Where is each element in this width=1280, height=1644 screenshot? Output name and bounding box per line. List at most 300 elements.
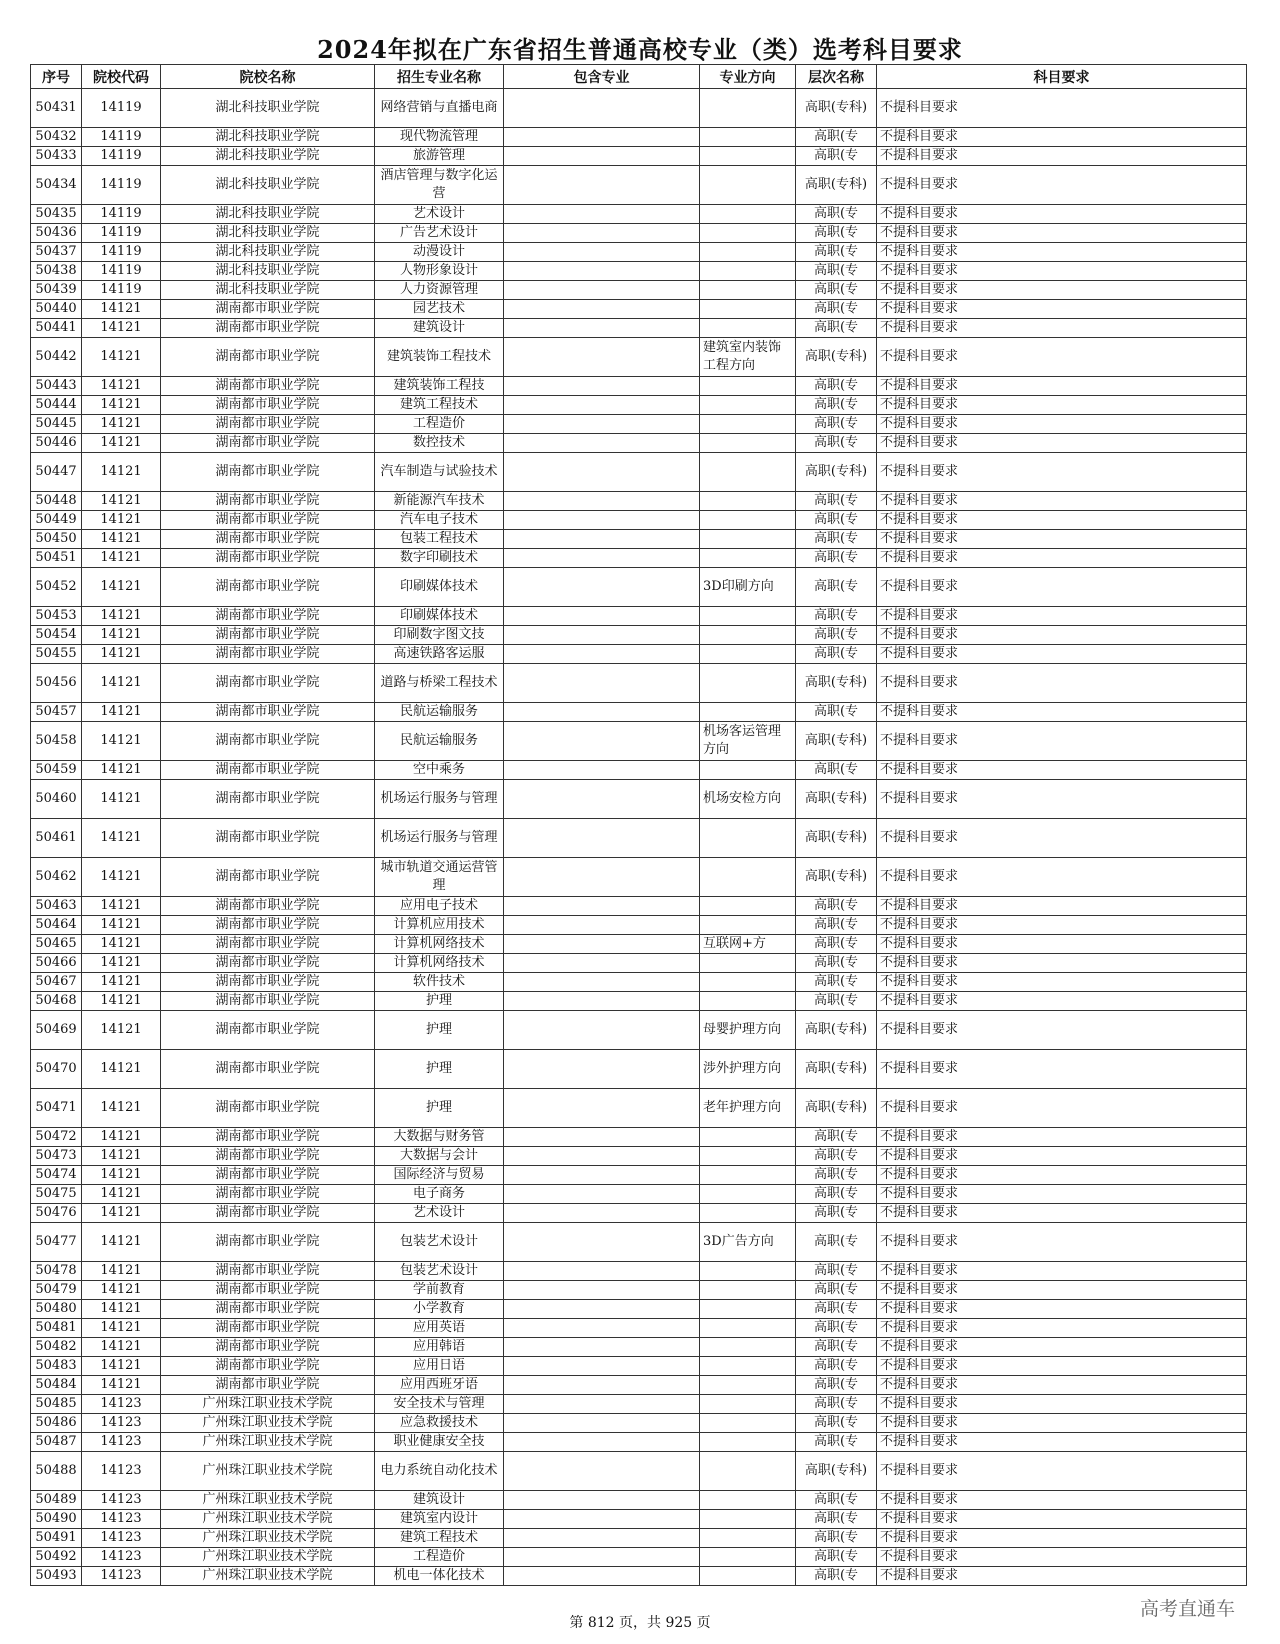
cell-included-majors [504,935,700,954]
table-row [31,1529,1247,1548]
cell-school-code: 14123 [82,1529,161,1548]
cell-seq: 50440 [31,300,82,319]
cell-major-name: 工程造价 [375,1548,504,1567]
cell-subject-requirement: 不提科目要求 [877,992,1247,1011]
cell-major-direction [700,1300,796,1319]
cell-seq: 50491 [31,1529,82,1548]
cell-subject-requirement: 不提科目要求 [877,128,1247,147]
cell-major-direction [700,530,796,549]
table-row [31,89,1247,128]
page-title: 2024年拟在广东省招生普通高校专业（类）选考科目要求 [317,35,963,64]
cell-school-code: 14121 [82,858,161,897]
cell-seq: 50470 [31,1050,82,1089]
cell-major-direction [700,1204,796,1223]
cell-major-direction [700,607,796,626]
cell-included-majors [504,1338,700,1357]
cell-major-direction [700,262,796,281]
cell-major-name: 应用西班牙语 [375,1376,504,1395]
cell-major-direction [700,992,796,1011]
cell-subject-requirement: 不提科目要求 [877,262,1247,281]
table-row [31,1262,1247,1281]
cell-school-name: 湖南都市职业学院 [161,300,375,319]
cell-school-name: 广州珠江职业技术学院 [161,1414,375,1433]
cell-school-code: 14121 [82,1147,161,1166]
cell-level: 高职(专 [796,492,877,511]
cell-seq: 50468 [31,992,82,1011]
cell-major-name: 应用韩语 [375,1338,504,1357]
cell-school-name: 湖南都市职业学院 [161,338,375,377]
cell-seq: 50474 [31,1166,82,1185]
cell-school-name: 湖南都市职业学院 [161,1166,375,1185]
cell-major-direction [700,300,796,319]
cell-major-direction [700,549,796,568]
cell-school-name: 湖南都市职业学院 [161,1147,375,1166]
cell-seq: 50475 [31,1185,82,1204]
cell-level: 高职(专 [796,703,877,722]
cell-major-direction [700,1357,796,1376]
cell-major-name: 旅游管理 [375,147,504,166]
cell-major-direction [700,973,796,992]
table-row [31,1128,1247,1147]
cell-subject-requirement: 不提科目要求 [877,858,1247,897]
table-row [31,1357,1247,1376]
cell-level: 高职(专 [796,1338,877,1357]
table-row [31,1338,1247,1357]
cell-major-direction [700,243,796,262]
cell-level: 高职(专科) [796,1452,877,1491]
cell-major-name: 应用英语 [375,1319,504,1338]
cell-major-name: 道路与桥梁工程技术 [375,664,504,703]
cell-major-direction [700,1281,796,1300]
cell-school-code: 14121 [82,492,161,511]
cell-school-code: 14121 [82,549,161,568]
table-row [31,1204,1247,1223]
cell-included-majors [504,1262,700,1281]
cell-school-code: 14121 [82,897,161,916]
table-row [31,1147,1247,1166]
cell-school-code: 14121 [82,664,161,703]
cell-seq: 50439 [31,281,82,300]
cell-major-name: 应用电子技术 [375,897,504,916]
cell-major-direction [700,761,796,780]
cell-school-name: 湖南都市职业学院 [161,645,375,664]
cell-major-name: 学前教育 [375,1281,504,1300]
cell-level: 高职(专 [796,645,877,664]
cell-major-name: 小学教育 [375,1300,504,1319]
cell-seq: 50477 [31,1223,82,1262]
cell-level: 高职(专 [796,147,877,166]
cell-major-direction [700,1262,796,1281]
cell-school-code: 14121 [82,1319,161,1338]
cell-major-name: 汽车电子技术 [375,511,504,530]
cell-included-majors [504,780,700,819]
cell-major-direction [700,511,796,530]
cell-major-direction [700,128,796,147]
table-row [31,1548,1247,1567]
cell-subject-requirement: 不提科目要求 [877,549,1247,568]
table-row [31,1452,1247,1491]
cell-school-code: 14121 [82,1223,161,1262]
cell-subject-requirement: 不提科目要求 [877,205,1247,224]
table-row [31,664,1247,703]
table-header-row [31,65,1247,89]
cell-major-name: 建筑工程技术 [375,396,504,415]
cell-included-majors [504,1166,700,1185]
cell-included-majors [504,973,700,992]
cell-major-name: 印刷数字图文技 [375,626,504,645]
cell-level: 高职(专 [796,300,877,319]
table-row [31,300,1247,319]
cell-seq: 50436 [31,224,82,243]
cell-level: 高职(专 [796,992,877,1011]
cell-level: 高职(专科) [796,453,877,492]
cell-included-majors [504,262,700,281]
cell-included-majors [504,1050,700,1089]
cell-school-code: 14121 [82,434,161,453]
cell-school-code: 14121 [82,511,161,530]
cell-school-name: 湖南都市职业学院 [161,916,375,935]
table-row [31,205,1247,224]
cell-major-direction [700,492,796,511]
cell-major-direction [700,858,796,897]
cell-major-name: 计算机网络技术 [375,954,504,973]
cell-subject-requirement: 不提科目要求 [877,897,1247,916]
cell-major-direction: 机场安检方向 [700,780,796,819]
cell-subject-requirement: 不提科目要求 [877,1185,1247,1204]
cell-level: 高职(专科) [796,89,877,128]
cell-seq: 50432 [31,128,82,147]
cell-major-name: 大数据与财务管 [375,1128,504,1147]
cell-seq: 50438 [31,262,82,281]
cell-subject-requirement: 不提科目要求 [877,1414,1247,1433]
table-row [31,1166,1247,1185]
table-row [31,338,1247,377]
cell-included-majors [504,819,700,858]
cell-level: 高职(专 [796,434,877,453]
table-row [31,128,1247,147]
table-row [31,780,1247,819]
table-row [31,1567,1247,1586]
cell-school-code: 14121 [82,645,161,664]
table-row [31,1089,1247,1128]
table-row [31,897,1247,916]
cell-major-name: 动漫设计 [375,243,504,262]
table-row [31,1281,1247,1300]
cell-major-name: 护理 [375,1050,504,1089]
cell-seq: 50460 [31,780,82,819]
cell-level: 高职(专 [796,1491,877,1510]
cell-major-name: 艺术设计 [375,1204,504,1223]
cell-included-majors [504,722,700,761]
cell-school-code: 14119 [82,166,161,205]
cell-included-majors [504,166,700,205]
cell-school-code: 14121 [82,1089,161,1128]
cell-major-direction: 机场客运管理方向 [700,722,796,761]
cell-included-majors [504,205,700,224]
cell-seq: 50483 [31,1357,82,1376]
table-row [31,281,1247,300]
cell-school-name: 湖南都市职业学院 [161,549,375,568]
cell-school-name: 湖南都市职业学院 [161,1357,375,1376]
cell-subject-requirement: 不提科目要求 [877,1281,1247,1300]
cell-school-name: 湖南都市职业学院 [161,954,375,973]
cell-level: 高职(专 [796,1433,877,1452]
cell-school-code: 14121 [82,377,161,396]
cell-major-direction [700,1319,796,1338]
cell-subject-requirement: 不提科目要求 [877,1166,1247,1185]
cell-school-name: 湖南都市职业学院 [161,935,375,954]
cell-major-name: 印刷媒体技术 [375,607,504,626]
cell-level: 高职(专 [796,1128,877,1147]
cell-school-name: 湖南都市职业学院 [161,511,375,530]
cell-school-code: 14121 [82,1204,161,1223]
cell-seq: 50485 [31,1395,82,1414]
cell-seq: 50461 [31,819,82,858]
cell-subject-requirement: 不提科目要求 [877,1395,1247,1414]
cell-seq: 50434 [31,166,82,205]
cell-level: 高职(专科) [796,1089,877,1128]
table-row [31,1223,1247,1262]
cell-major-name: 电子商务 [375,1185,504,1204]
cell-subject-requirement: 不提科目要求 [877,935,1247,954]
table-row [31,819,1247,858]
cell-included-majors [504,511,700,530]
cell-major-direction [700,645,796,664]
cell-school-code: 14121 [82,1050,161,1089]
cell-school-name: 湖南都市职业学院 [161,703,375,722]
cell-included-majors [504,1319,700,1338]
cell-school-name: 湖南都市职业学院 [161,761,375,780]
cell-seq: 50492 [31,1548,82,1567]
cell-school-code: 14123 [82,1395,161,1414]
cell-level: 高职(专 [796,1319,877,1338]
cell-major-direction: 涉外护理方向 [700,1050,796,1089]
cell-seq: 50448 [31,492,82,511]
cell-major-name: 计算机应用技术 [375,916,504,935]
cell-level: 高职(专 [796,281,877,300]
cell-subject-requirement: 不提科目要求 [877,722,1247,761]
cell-school-name: 广州珠江职业技术学院 [161,1395,375,1414]
cell-included-majors [504,1185,700,1204]
cell-level: 高职(专科) [796,664,877,703]
cell-major-direction [700,147,796,166]
cell-subject-requirement: 不提科目要求 [877,1300,1247,1319]
cell-school-name: 广州珠江职业技术学院 [161,1452,375,1491]
cell-major-direction [700,415,796,434]
cell-subject-requirement: 不提科目要求 [877,973,1247,992]
cell-subject-requirement: 不提科目要求 [877,568,1247,607]
header-major-name: 招生专业名称 [375,65,504,89]
cell-seq: 50469 [31,1011,82,1050]
cell-major-direction [700,703,796,722]
cell-subject-requirement: 不提科目要求 [877,819,1247,858]
cell-major-name: 建筑装饰工程技 [375,377,504,396]
cell-subject-requirement: 不提科目要求 [877,1204,1247,1223]
table-row [31,243,1247,262]
cell-included-majors [504,1204,700,1223]
cell-seq: 50454 [31,626,82,645]
cell-subject-requirement: 不提科目要求 [877,954,1247,973]
cell-level: 高职(专 [796,1376,877,1395]
cell-included-majors [504,128,700,147]
cell-seq: 50465 [31,935,82,954]
cell-major-direction [700,897,796,916]
cell-major-name: 酒店管理与数字化运营 [375,166,504,205]
cell-subject-requirement: 不提科目要求 [877,530,1247,549]
cell-seq: 50463 [31,897,82,916]
cell-major-name: 建筑设计 [375,319,504,338]
cell-school-name: 湖南都市职业学院 [161,607,375,626]
cell-school-code: 14119 [82,128,161,147]
cell-major-name: 建筑装饰工程技术 [375,338,504,377]
cell-included-majors [504,549,700,568]
cell-seq: 50433 [31,147,82,166]
cell-level: 高职(专 [796,607,877,626]
cell-included-majors [504,300,700,319]
cell-subject-requirement: 不提科目要求 [877,645,1247,664]
cell-major-direction [700,1147,796,1166]
cell-subject-requirement: 不提科目要求 [877,1510,1247,1529]
cell-included-majors [504,1529,700,1548]
table-row [31,568,1247,607]
cell-school-code: 14119 [82,205,161,224]
cell-seq: 50493 [31,1567,82,1586]
cell-seq: 50466 [31,954,82,973]
cell-seq: 50444 [31,396,82,415]
cell-level: 高职(专 [796,511,877,530]
cell-major-direction [700,1338,796,1357]
cell-seq: 50486 [31,1414,82,1433]
cell-major-direction [700,819,796,858]
cell-major-direction [700,1414,796,1433]
cell-level: 高职(专 [796,935,877,954]
cell-level: 高职(专 [796,626,877,645]
cell-major-name: 高速铁路客运服 [375,645,504,664]
cell-seq: 50484 [31,1376,82,1395]
cell-subject-requirement: 不提科目要求 [877,1452,1247,1491]
cell-level: 高职(专 [796,973,877,992]
cell-level: 高职(专科) [796,166,877,205]
cell-included-majors [504,858,700,897]
cell-seq: 50479 [31,1281,82,1300]
cell-subject-requirement: 不提科目要求 [877,703,1247,722]
cell-level: 高职(专科) [796,858,877,897]
table-row [31,1376,1247,1395]
cell-school-name: 湖南都市职业学院 [161,858,375,897]
cell-major-name: 包装艺术设计 [375,1223,504,1262]
cell-subject-requirement: 不提科目要求 [877,281,1247,300]
cell-subject-requirement: 不提科目要求 [877,1011,1247,1050]
cell-major-direction [700,1510,796,1529]
cell-level: 高职(专 [796,568,877,607]
cell-school-code: 14121 [82,338,161,377]
cell-included-majors [504,1414,700,1433]
cell-level: 高职(专 [796,1529,877,1548]
cell-subject-requirement: 不提科目要求 [877,1357,1247,1376]
cell-included-majors [504,530,700,549]
cell-seq: 50455 [31,645,82,664]
cell-included-majors [504,434,700,453]
cell-major-name: 新能源汽车技术 [375,492,504,511]
cell-major-direction: 老年护理方向 [700,1089,796,1128]
cell-seq: 50435 [31,205,82,224]
cell-major-name: 机场运行服务与管理 [375,780,504,819]
cell-subject-requirement: 不提科目要求 [877,607,1247,626]
cell-major-direction: 3D印刷方向 [700,568,796,607]
cell-included-majors [504,453,700,492]
cell-major-name: 包装工程技术 [375,530,504,549]
table-row [31,166,1247,205]
cell-school-name: 湖南都市职业学院 [161,992,375,1011]
cell-subject-requirement: 不提科目要求 [877,453,1247,492]
cell-level: 高职(专 [796,1185,877,1204]
cell-school-name: 广州珠江职业技术学院 [161,1510,375,1529]
cell-included-majors [504,1011,700,1050]
cell-level: 高职(专 [796,1414,877,1433]
cell-major-name: 包装艺术设计 [375,1262,504,1281]
header-school-code: 院校代码 [82,65,161,89]
cell-school-name: 湖南都市职业学院 [161,1281,375,1300]
table-row [31,530,1247,549]
cell-included-majors [504,1548,700,1567]
cell-included-majors [504,1376,700,1395]
table-row [31,1319,1247,1338]
header-included-majors: 包含专业 [504,65,700,89]
cell-subject-requirement: 不提科目要求 [877,147,1247,166]
cell-seq: 50447 [31,453,82,492]
cell-major-name: 民航运输服务 [375,722,504,761]
table-row [31,1433,1247,1452]
cell-major-direction [700,377,796,396]
cell-school-code: 14123 [82,1414,161,1433]
cell-seq: 50450 [31,530,82,549]
header-subject-requirement: 科目要求 [877,65,1247,89]
cell-level: 高职(专 [796,224,877,243]
cell-level: 高职(专 [796,319,877,338]
table-row [31,415,1247,434]
cell-major-direction [700,224,796,243]
cell-included-majors [504,147,700,166]
cell-subject-requirement: 不提科目要求 [877,916,1247,935]
table-row [31,761,1247,780]
cell-included-majors [504,1147,700,1166]
cell-school-name: 湖南都市职业学院 [161,897,375,916]
cell-level: 高职(专 [796,396,877,415]
table-row [31,1011,1247,1050]
cell-school-code: 14121 [82,1338,161,1357]
table-row [31,973,1247,992]
cell-included-majors [504,954,700,973]
cell-subject-requirement: 不提科目要求 [877,1567,1247,1586]
cell-major-name: 人力资源管理 [375,281,504,300]
table-row [31,453,1247,492]
cell-subject-requirement: 不提科目要求 [877,1338,1247,1357]
cell-school-name: 湖南都市职业学院 [161,434,375,453]
cell-major-direction [700,1395,796,1414]
cell-major-name: 民航运输服务 [375,703,504,722]
table-row [31,549,1247,568]
cell-school-name: 湖南都市职业学院 [161,1319,375,1338]
table-row [31,1510,1247,1529]
cell-major-direction [700,916,796,935]
cell-level: 高职(专 [796,1357,877,1376]
cell-school-name: 湖北科技职业学院 [161,147,375,166]
cell-major-direction [700,664,796,703]
cell-level: 高职(专 [796,205,877,224]
cell-included-majors [504,492,700,511]
cell-major-direction [700,1452,796,1491]
cell-school-code: 14121 [82,1262,161,1281]
